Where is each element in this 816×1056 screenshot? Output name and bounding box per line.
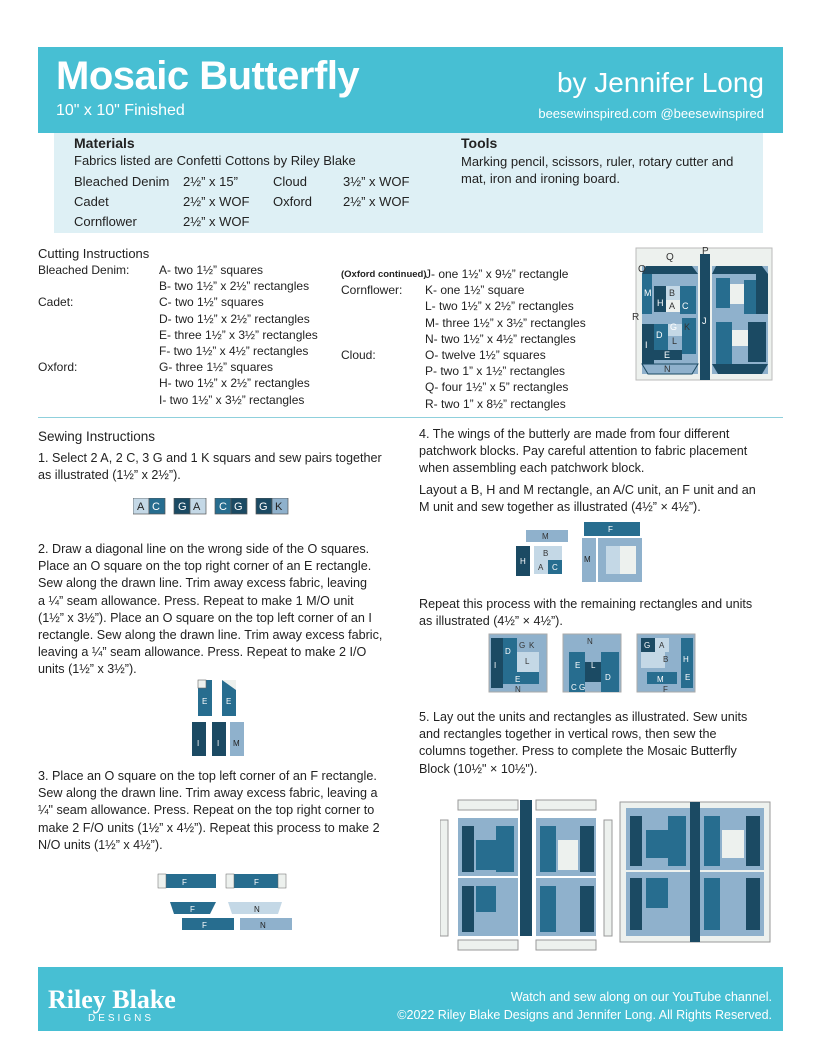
svg-text:I: I: [197, 739, 200, 748]
svg-text:N: N: [260, 921, 266, 930]
diagram-label-g: G: [670, 322, 678, 332]
paragraph-line: leaving a ¼” seam allowance. Press. Repeat to make 2 I/O: [38, 645, 367, 660]
svg-text:M: M: [233, 739, 240, 748]
svg-text:L: L: [525, 657, 530, 666]
svg-text:E: E: [515, 675, 521, 684]
material-name: Oxford: [273, 194, 313, 209]
svg-text:F: F: [190, 905, 195, 914]
cutting-heading: Cutting Instructions: [38, 246, 150, 261]
paragraph-line: M unit and sew together as illustrated (4½” × 4½”).: [419, 500, 701, 515]
material-name: Cornflower: [74, 214, 137, 229]
diagram-label-i: I: [645, 340, 648, 350]
paragraph-line: Repeat this process with the remaining rectangles and units: [419, 597, 753, 611]
svg-text:B: B: [543, 549, 549, 558]
svg-text:E: E: [226, 697, 232, 706]
paragraph-line: 4. The wings of the butterly are made from four different: [419, 427, 730, 441]
svg-text:H: H: [683, 655, 689, 664]
cutting-item: G- three 1½” squares: [159, 360, 274, 375]
svg-text:F: F: [202, 921, 207, 930]
paragraph-line: rectangle. Sew along the drawn line. Trim away excess fabric,: [38, 628, 383, 643]
pair-label: A: [137, 501, 145, 513]
finished-size: 10" x 10" Finished: [56, 102, 185, 119]
page-title: Mosaic Butterfly: [56, 54, 360, 98]
tools-heading: Tools: [461, 135, 498, 151]
pair-label: A: [193, 501, 201, 513]
materials-note: Fabrics listed are Confetti Cottons by Riley Blake: [74, 153, 356, 168]
step-4-text: [419, 426, 789, 478]
svg-text:C: C: [571, 683, 577, 692]
pair-label: G: [259, 501, 268, 513]
step-4-repeat-diagram: [487, 632, 703, 696]
step-2-diagram: [186, 676, 246, 758]
cutting-fabric-name: (Oxford continued): [341, 269, 427, 280]
step-2-text: [38, 541, 408, 679]
step-1-pairs-diagram: [133, 498, 293, 516]
diagram-label-c: C: [682, 301, 689, 311]
paragraph-line: Place an O square on the top right corner of an E rectangle.: [38, 559, 372, 574]
svg-text:K: K: [529, 641, 535, 650]
svg-text:M: M: [584, 555, 591, 564]
paragraph-line: make 2 F/O units (1½” x 4½”). Repeat this process to make 2: [38, 820, 380, 835]
diagram-label-p: P: [702, 246, 709, 257]
step-4-repeat-text: [419, 596, 789, 630]
footer-copyright: ©2022 Riley Blake Designs and Jennifer Long. All Rights Reserved.: [397, 1008, 772, 1022]
block-overview-diagram: [632, 244, 776, 384]
svg-text:B: B: [663, 655, 669, 664]
paragraph-line: and rectangles together in vertical rows, then sew the: [419, 727, 717, 742]
svg-text:E: E: [575, 661, 581, 670]
cutting-item: R- two 1” x 8½” rectangles: [425, 396, 566, 411]
cutting-fabric-name: Cadet:: [38, 295, 74, 310]
diagram-label-j: J: [702, 316, 707, 326]
cutting-item: L- two 1½” x 2½” rectangles: [425, 299, 574, 314]
paragraph-line: ¼" seam allowance. Press. Repeat on the top right corner to: [38, 803, 375, 818]
material-amount: 2½” x WOF: [183, 194, 250, 209]
svg-text:I: I: [217, 739, 220, 748]
sewing-heading: Sewing Instructions: [38, 429, 156, 444]
step-3-text: [38, 768, 408, 854]
svg-text:F: F: [608, 525, 613, 534]
paragraph-line: patchwork blocks. Pay careful attention to fabric placement: [419, 444, 748, 459]
tools-text: Marking pencil, scissors, ruler, rotary cutter and: [461, 154, 734, 169]
material-amount: 2½” x WOF: [343, 194, 410, 209]
step-4-layout-text: [419, 482, 789, 516]
social-handles[interactable]: beesewinspired.com @beesewinspired: [538, 106, 764, 121]
cutting-item: N- two 1½” x 4½” rectangles: [425, 331, 576, 346]
footer-youtube-text[interactable]: Watch and sew along on our YouTube channel.: [510, 990, 772, 1004]
paragraph-line: columns together. Press to complete the Mosaic Butterfly: [419, 744, 737, 759]
svg-text:N: N: [254, 905, 260, 914]
cutting-item: H- two 1½” x 2½” rectangles: [159, 376, 310, 391]
svg-text:G: G: [579, 683, 586, 692]
paragraph-line: units (1½” x 3½”).: [38, 662, 137, 677]
svg-text:N: N: [587, 637, 593, 646]
svg-text:A: A: [659, 641, 665, 650]
svg-text:G: G: [519, 641, 526, 650]
svg-text:D: D: [605, 673, 611, 682]
cutting-item: E- three 1½” x 3½” rectangles: [159, 327, 318, 342]
svg-text:M: M: [657, 675, 664, 684]
step-3-diagram: [150, 866, 300, 936]
svg-text:A: A: [538, 563, 544, 572]
cutting-item: K- one 1½” square: [425, 283, 525, 298]
paragraph-line: 1. Select 2 A, 2 C, 3 G and 1 K squars and sew pairs together: [38, 451, 382, 465]
paragraph-line: as illustrated (1½” x 2½”).: [38, 468, 181, 483]
diagram-label-d: D: [656, 330, 663, 340]
diagram-label-h: H: [657, 298, 664, 308]
svg-text:E: E: [685, 673, 691, 682]
pair-label: G: [234, 501, 243, 513]
cutting-fabric-name: Bleached Denim:: [38, 263, 130, 277]
cutting-item: C- two 1½” squares: [159, 295, 264, 310]
cutting-item: M- three 1½” x 3½” rectangles: [425, 315, 586, 330]
paragraph-line: 5. Lay out the units and rectangles as illustrated. Sew units: [419, 710, 748, 724]
cutting-item: J- one 1½” x 9½” rectangle: [425, 267, 569, 281]
diagram-label-o: O: [638, 264, 646, 275]
cutting-fabric-name: Cloud:: [341, 348, 376, 362]
pair-label: K: [275, 501, 283, 513]
paragraph-line: Layout a B, H and M rectangle, an A/C unit, an F unit and an: [419, 483, 756, 497]
materials-heading: Materials: [74, 135, 135, 151]
step-5-diagram: [440, 796, 776, 954]
paragraph-line: a ¼” seam allowance. Press. Repeat to make 1 M/O unit: [38, 593, 354, 608]
pair-label: C: [219, 501, 227, 513]
section-divider: [38, 417, 783, 418]
author-name: by Jennifer Long: [556, 67, 764, 98]
svg-text:H: H: [520, 557, 526, 566]
diagram-label-l: L: [672, 336, 678, 346]
paragraph-line: when assembling each patchwork block.: [419, 461, 645, 476]
cutting-item: D- two 1½” x 2½” rectangles: [159, 311, 310, 326]
paragraph-line: 2. Draw a diagonal line on the wrong side of the O squares.: [38, 542, 370, 556]
tools-text: mat, iron and ironing board.: [461, 171, 620, 186]
paragraph-line: 3. Place an O square on the top left corner of an F rectangle.: [38, 769, 377, 783]
material-amount: 2½” x WOF: [183, 214, 250, 229]
step-1-text: [38, 450, 408, 484]
step-4-diagram: [510, 522, 650, 584]
paragraph-line: Sew along the drawn line. Trim away excess fabric, leaving a: [38, 786, 378, 801]
svg-text:M: M: [542, 532, 549, 541]
svg-text:F: F: [663, 685, 668, 694]
step-5-text: [419, 709, 789, 778]
paragraph-line: Sew along the drawn line. Trim away excess fabric, leaving: [38, 576, 367, 591]
paragraph-line: N/O units (1½” x 4½”).: [38, 837, 163, 852]
diagram-label-r: R: [632, 312, 640, 323]
cutting-item: P- two 1” x 1½” rectangles: [425, 364, 566, 379]
cutting-item: F- two 1½” x 4½” rectangles: [159, 344, 309, 358]
cutting-fabric-name: Cornflower:: [341, 283, 403, 298]
svg-text:F: F: [254, 878, 259, 887]
riley-blake-logo: Riley Blake: [48, 985, 176, 1014]
cutting-item: I- two 1½” x 3½” rectangles: [159, 392, 305, 407]
cutting-item: A- two 1½” squares: [159, 263, 264, 277]
svg-text:E: E: [202, 697, 208, 706]
paragraph-line: as illustrated (4½” × 4½”).: [419, 614, 563, 629]
diagram-label-e: E: [664, 350, 671, 360]
diagram-label-a: A: [669, 301, 676, 311]
material-amount: 2½” x 15”: [183, 174, 238, 189]
svg-text:F: F: [182, 878, 187, 887]
svg-text:N: N: [515, 685, 521, 694]
material-name: Cloud: [273, 174, 307, 189]
svg-text:G: G: [644, 641, 651, 650]
cutting-item: B- two 1½” x 2½” rectangles: [159, 279, 310, 294]
pair-label: G: [178, 501, 187, 513]
diagram-label-k: K: [684, 322, 691, 332]
pair-label: C: [152, 501, 160, 513]
cutting-item: Q- four 1½” x 5” rectangles: [425, 380, 569, 395]
diagram-label-n: N: [664, 364, 671, 374]
cutting-item: O- twelve 1½” squares: [425, 348, 546, 362]
paragraph-line: Block (10½" × 10½").: [419, 761, 538, 776]
material-name: Bleached Denim: [74, 174, 170, 189]
svg-text:D: D: [505, 647, 511, 656]
cutting-fabric-name: Oxford:: [38, 360, 78, 375]
diagram-label-m: M: [644, 288, 652, 298]
material-name: Cadet: [74, 194, 109, 209]
paragraph-line: (1½” x 3½”). Place an O square on the top left corner of an I: [38, 610, 372, 625]
svg-text:L: L: [591, 661, 596, 670]
svg-text:I: I: [494, 661, 497, 670]
diagram-label-b: B: [669, 288, 676, 298]
riley-blake-logo-sub: DESIGNS: [88, 1013, 155, 1024]
svg-text:C: C: [552, 563, 558, 572]
material-amount: 3½” x WOF: [343, 174, 410, 189]
diagram-label-q: Q: [666, 252, 674, 263]
